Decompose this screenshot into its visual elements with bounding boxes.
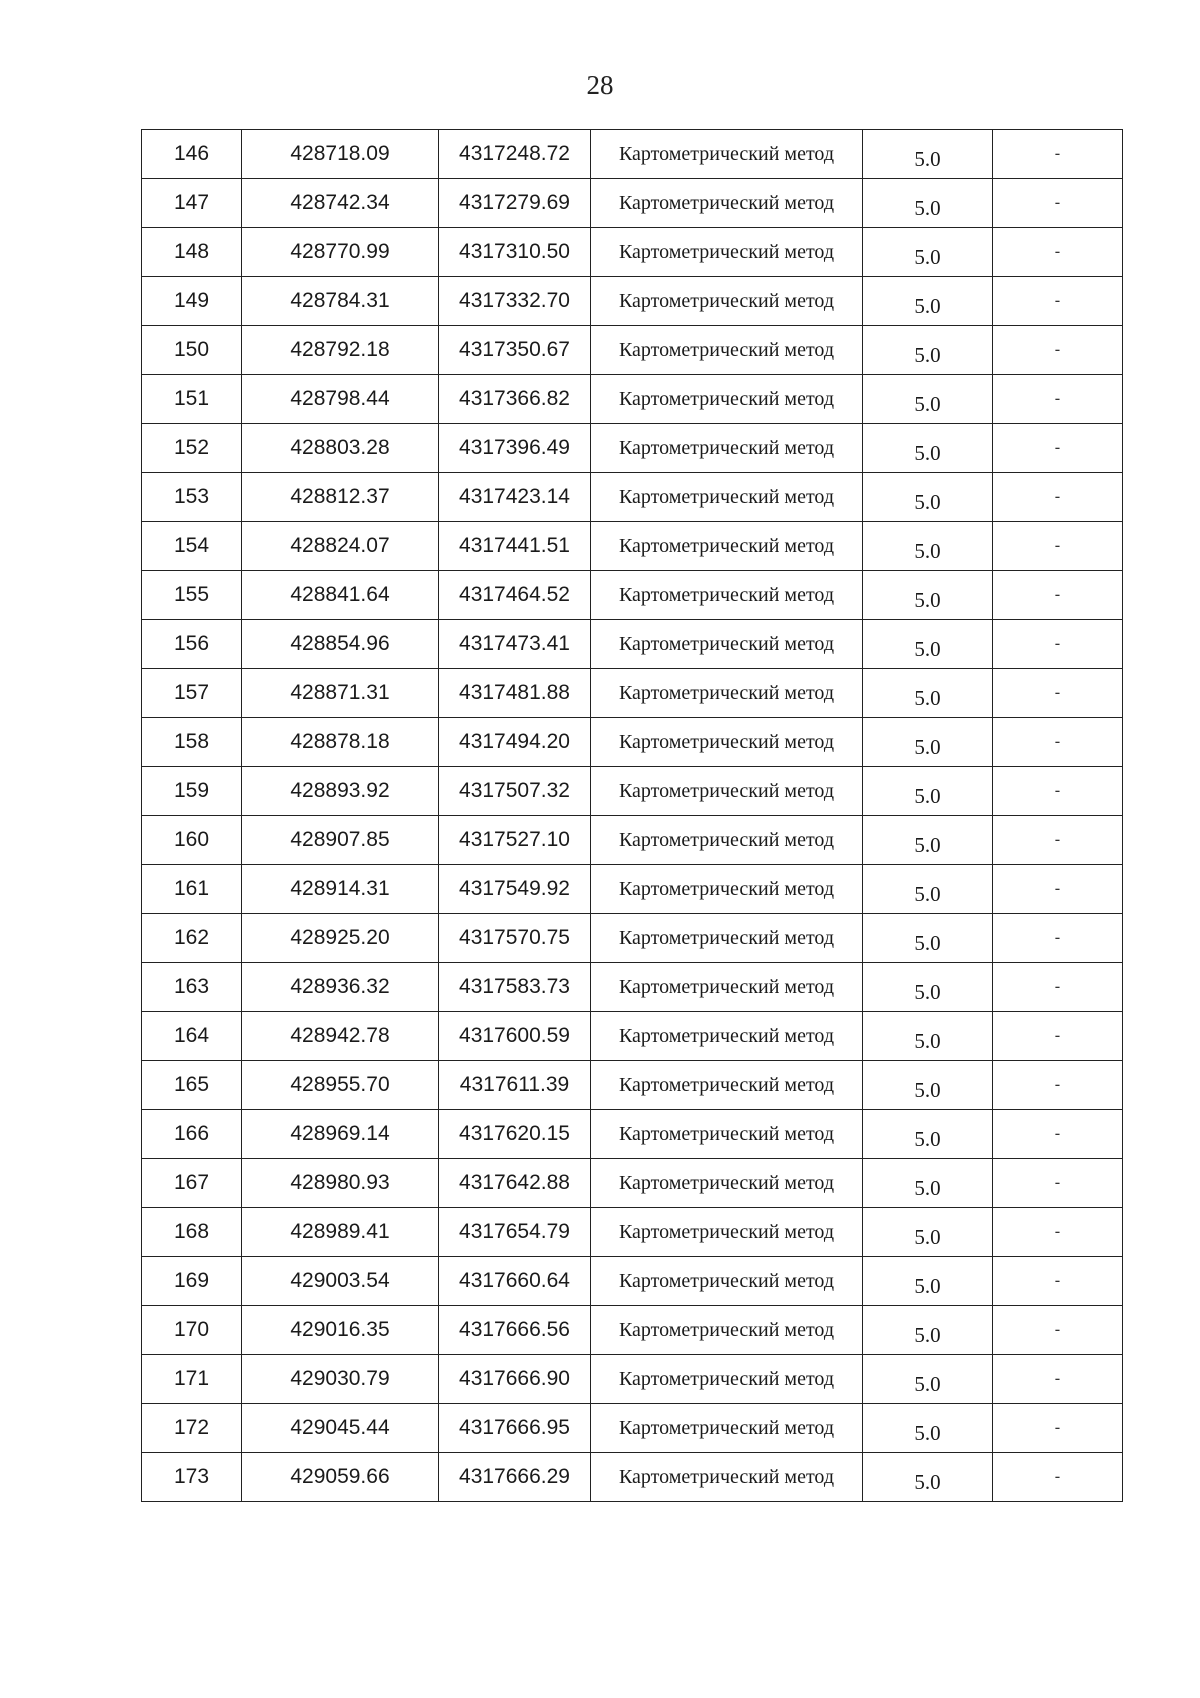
point-number-cell: 157: [142, 669, 242, 718]
y-coordinate-cell: 4317654.79: [439, 1208, 591, 1257]
table-row: [142, 522, 1123, 571]
table-row: [142, 669, 1123, 718]
method-cell: Картометрический метод: [591, 473, 863, 522]
point-number-cell: 172: [142, 1404, 242, 1453]
point-number-cell: 151: [142, 375, 242, 424]
y-coordinate-cell: 4317527.10: [439, 816, 591, 865]
point-number-cell: 148: [142, 228, 242, 277]
table-row: [142, 1110, 1123, 1159]
point-number-cell: 170: [142, 1306, 242, 1355]
y-coordinate-cell: 4317507.32: [439, 767, 591, 816]
y-coordinate-cell: 4317248.72: [439, 130, 591, 179]
x-coordinate-cell: 428871.31: [242, 669, 439, 718]
method-cell: Картометрический метод: [591, 1012, 863, 1061]
method-cell: Картометрический метод: [591, 914, 863, 963]
x-coordinate-cell: 429003.54: [242, 1257, 439, 1306]
table-row: [142, 1257, 1123, 1306]
y-coordinate-cell: 4317464.52: [439, 571, 591, 620]
table-row: [142, 914, 1123, 963]
y-coordinate-cell: 4317310.50: [439, 228, 591, 277]
accuracy-cell: 5.0: [863, 326, 993, 375]
y-coordinate-cell: 4317600.59: [439, 1012, 591, 1061]
accuracy-cell: 5.0: [863, 228, 993, 277]
accuracy-cell: 5.0: [863, 375, 993, 424]
x-coordinate-cell: 429016.35: [242, 1306, 439, 1355]
x-coordinate-cell: 428980.93: [242, 1159, 439, 1208]
note-cell: -: [993, 1110, 1123, 1159]
table-row: [142, 130, 1123, 179]
note-cell: -: [993, 1257, 1123, 1306]
x-coordinate-cell: 428784.31: [242, 277, 439, 326]
y-coordinate-cell: 4317570.75: [439, 914, 591, 963]
y-coordinate-cell: 4317666.90: [439, 1355, 591, 1404]
method-cell: Картометрический метод: [591, 1306, 863, 1355]
x-coordinate-cell: 429030.79: [242, 1355, 439, 1404]
x-coordinate-cell: 428878.18: [242, 718, 439, 767]
point-number-cell: 155: [142, 571, 242, 620]
table-row: [142, 473, 1123, 522]
note-cell: -: [993, 914, 1123, 963]
x-coordinate-cell: 429045.44: [242, 1404, 439, 1453]
point-number-cell: 153: [142, 473, 242, 522]
point-number-cell: 162: [142, 914, 242, 963]
method-cell: Картометрический метод: [591, 228, 863, 277]
point-number-cell: 164: [142, 1012, 242, 1061]
point-number-cell: 168: [142, 1208, 242, 1257]
note-cell: -: [993, 375, 1123, 424]
point-number-cell: 165: [142, 1061, 242, 1110]
method-cell: Картометрический метод: [591, 767, 863, 816]
method-cell: Картометрический метод: [591, 816, 863, 865]
y-coordinate-cell: 4317583.73: [439, 963, 591, 1012]
accuracy-cell: 5.0: [863, 1306, 993, 1355]
x-coordinate-cell: 428925.20: [242, 914, 439, 963]
table-row: [142, 1159, 1123, 1208]
accuracy-cell: 5.0: [863, 424, 993, 473]
accuracy-cell: 5.0: [863, 1355, 993, 1404]
x-coordinate-cell: 428824.07: [242, 522, 439, 571]
method-cell: Картометрический метод: [591, 522, 863, 571]
table-row: [142, 326, 1123, 375]
point-number-cell: 149: [142, 277, 242, 326]
note-cell: -: [993, 767, 1123, 816]
method-cell: Картометрический метод: [591, 571, 863, 620]
table-row: [142, 816, 1123, 865]
accuracy-cell: 5.0: [863, 522, 993, 571]
x-coordinate-cell: 428812.37: [242, 473, 439, 522]
point-number-cell: 173: [142, 1453, 242, 1502]
accuracy-cell: 5.0: [863, 1159, 993, 1208]
table-row: [142, 1306, 1123, 1355]
accuracy-cell: 5.0: [863, 1110, 993, 1159]
note-cell: -: [993, 718, 1123, 767]
accuracy-cell: 5.0: [863, 179, 993, 228]
x-coordinate-cell: 428770.99: [242, 228, 439, 277]
table-row: [142, 277, 1123, 326]
coordinates-table-container: [141, 129, 1123, 1502]
note-cell: -: [993, 1453, 1123, 1502]
table-row: [142, 571, 1123, 620]
accuracy-cell: 5.0: [863, 963, 993, 1012]
note-cell: -: [993, 1306, 1123, 1355]
table-row: [142, 424, 1123, 473]
accuracy-cell: 5.0: [863, 767, 993, 816]
accuracy-cell: 5.0: [863, 1061, 993, 1110]
y-coordinate-cell: 4317620.15: [439, 1110, 591, 1159]
note-cell: -: [993, 1061, 1123, 1110]
method-cell: Картометрический метод: [591, 375, 863, 424]
coordinates-table: [141, 129, 1123, 1502]
accuracy-cell: 5.0: [863, 1257, 993, 1306]
point-number-cell: 146: [142, 130, 242, 179]
note-cell: -: [993, 865, 1123, 914]
y-coordinate-cell: 4317332.70: [439, 277, 591, 326]
method-cell: Картометрический метод: [591, 1061, 863, 1110]
x-coordinate-cell: 428742.34: [242, 179, 439, 228]
accuracy-cell: 5.0: [863, 620, 993, 669]
point-number-cell: 161: [142, 865, 242, 914]
point-number-cell: 150: [142, 326, 242, 375]
x-coordinate-cell: 428955.70: [242, 1061, 439, 1110]
y-coordinate-cell: 4317279.69: [439, 179, 591, 228]
y-coordinate-cell: 4317350.67: [439, 326, 591, 375]
x-coordinate-cell: 428942.78: [242, 1012, 439, 1061]
table-row: [142, 1012, 1123, 1061]
x-coordinate-cell: 428841.64: [242, 571, 439, 620]
method-cell: Картометрический метод: [591, 326, 863, 375]
method-cell: Картометрический метод: [591, 620, 863, 669]
method-cell: Картометрический метод: [591, 865, 863, 914]
method-cell: Картометрический метод: [591, 1257, 863, 1306]
point-number-cell: 163: [142, 963, 242, 1012]
y-coordinate-cell: 4317666.95: [439, 1404, 591, 1453]
table-row: [142, 1208, 1123, 1257]
point-number-cell: 154: [142, 522, 242, 571]
point-number-cell: 160: [142, 816, 242, 865]
x-coordinate-cell: 429059.66: [242, 1453, 439, 1502]
note-cell: -: [993, 669, 1123, 718]
table-row: [142, 620, 1123, 669]
note-cell: -: [993, 424, 1123, 473]
method-cell: Картометрический метод: [591, 1453, 863, 1502]
method-cell: Картометрический метод: [591, 424, 863, 473]
note-cell: -: [993, 326, 1123, 375]
accuracy-cell: 5.0: [863, 1208, 993, 1257]
note-cell: -: [993, 1404, 1123, 1453]
method-cell: Картометрический метод: [591, 130, 863, 179]
x-coordinate-cell: 428854.96: [242, 620, 439, 669]
y-coordinate-cell: 4317494.20: [439, 718, 591, 767]
accuracy-cell: 5.0: [863, 571, 993, 620]
note-cell: -: [993, 816, 1123, 865]
x-coordinate-cell: 428936.32: [242, 963, 439, 1012]
y-coordinate-cell: 4317611.39: [439, 1061, 591, 1110]
table-row: [142, 1404, 1123, 1453]
x-coordinate-cell: 428907.85: [242, 816, 439, 865]
accuracy-cell: 5.0: [863, 473, 993, 522]
x-coordinate-cell: 428914.31: [242, 865, 439, 914]
y-coordinate-cell: 4317660.64: [439, 1257, 591, 1306]
x-coordinate-cell: 428969.14: [242, 1110, 439, 1159]
accuracy-cell: 5.0: [863, 130, 993, 179]
y-coordinate-cell: 4317473.41: [439, 620, 591, 669]
y-coordinate-cell: 4317549.92: [439, 865, 591, 914]
note-cell: -: [993, 473, 1123, 522]
y-coordinate-cell: 4317642.88: [439, 1159, 591, 1208]
table-row: [142, 963, 1123, 1012]
note-cell: -: [993, 1159, 1123, 1208]
method-cell: Картометрический метод: [591, 1159, 863, 1208]
x-coordinate-cell: 428798.44: [242, 375, 439, 424]
y-coordinate-cell: 4317366.82: [439, 375, 591, 424]
method-cell: Картометрический метод: [591, 277, 863, 326]
point-number-cell: 156: [142, 620, 242, 669]
accuracy-cell: 5.0: [863, 1012, 993, 1061]
accuracy-cell: 5.0: [863, 1453, 993, 1502]
accuracy-cell: 5.0: [863, 277, 993, 326]
method-cell: Картометрический метод: [591, 718, 863, 767]
table-row: [142, 1453, 1123, 1502]
coordinates-table-body: [142, 130, 1123, 1502]
x-coordinate-cell: 428803.28: [242, 424, 439, 473]
method-cell: Картометрический метод: [591, 963, 863, 1012]
x-coordinate-cell: 428792.18: [242, 326, 439, 375]
method-cell: Картометрический метод: [591, 1110, 863, 1159]
note-cell: -: [993, 522, 1123, 571]
y-coordinate-cell: 4317666.56: [439, 1306, 591, 1355]
y-coordinate-cell: 4317666.29: [439, 1453, 591, 1502]
point-number-cell: 171: [142, 1355, 242, 1404]
table-row: [142, 718, 1123, 767]
accuracy-cell: 5.0: [863, 718, 993, 767]
method-cell: Картометрический метод: [591, 1355, 863, 1404]
accuracy-cell: 5.0: [863, 865, 993, 914]
point-number-cell: 169: [142, 1257, 242, 1306]
y-coordinate-cell: 4317423.14: [439, 473, 591, 522]
point-number-cell: 152: [142, 424, 242, 473]
method-cell: Картометрический метод: [591, 1208, 863, 1257]
note-cell: -: [993, 963, 1123, 1012]
x-coordinate-cell: 428893.92: [242, 767, 439, 816]
y-coordinate-cell: 4317481.88: [439, 669, 591, 718]
note-cell: -: [993, 1355, 1123, 1404]
note-cell: -: [993, 620, 1123, 669]
table-row: [142, 1061, 1123, 1110]
note-cell: -: [993, 179, 1123, 228]
note-cell: -: [993, 277, 1123, 326]
table-row: [142, 375, 1123, 424]
x-coordinate-cell: 428718.09: [242, 130, 439, 179]
table-row: [142, 1355, 1123, 1404]
table-row: [142, 865, 1123, 914]
point-number-cell: 147: [142, 179, 242, 228]
point-number-cell: 166: [142, 1110, 242, 1159]
note-cell: -: [993, 1208, 1123, 1257]
note-cell: -: [993, 571, 1123, 620]
point-number-cell: 158: [142, 718, 242, 767]
page-number: 28: [586, 70, 614, 100]
accuracy-cell: 5.0: [863, 669, 993, 718]
note-cell: -: [993, 130, 1123, 179]
y-coordinate-cell: 4317441.51: [439, 522, 591, 571]
point-number-cell: 167: [142, 1159, 242, 1208]
method-cell: Картометрический метод: [591, 669, 863, 718]
accuracy-cell: 5.0: [863, 914, 993, 963]
note-cell: -: [993, 1012, 1123, 1061]
method-cell: Картометрический метод: [591, 179, 863, 228]
accuracy-cell: 5.0: [863, 1404, 993, 1453]
accuracy-cell: 5.0: [863, 816, 993, 865]
table-row: [142, 228, 1123, 277]
x-coordinate-cell: 428989.41: [242, 1208, 439, 1257]
table-row: [142, 179, 1123, 228]
y-coordinate-cell: 4317396.49: [439, 424, 591, 473]
point-number-cell: 159: [142, 767, 242, 816]
note-cell: -: [993, 228, 1123, 277]
table-row: [142, 767, 1123, 816]
method-cell: Картометрический метод: [591, 1404, 863, 1453]
